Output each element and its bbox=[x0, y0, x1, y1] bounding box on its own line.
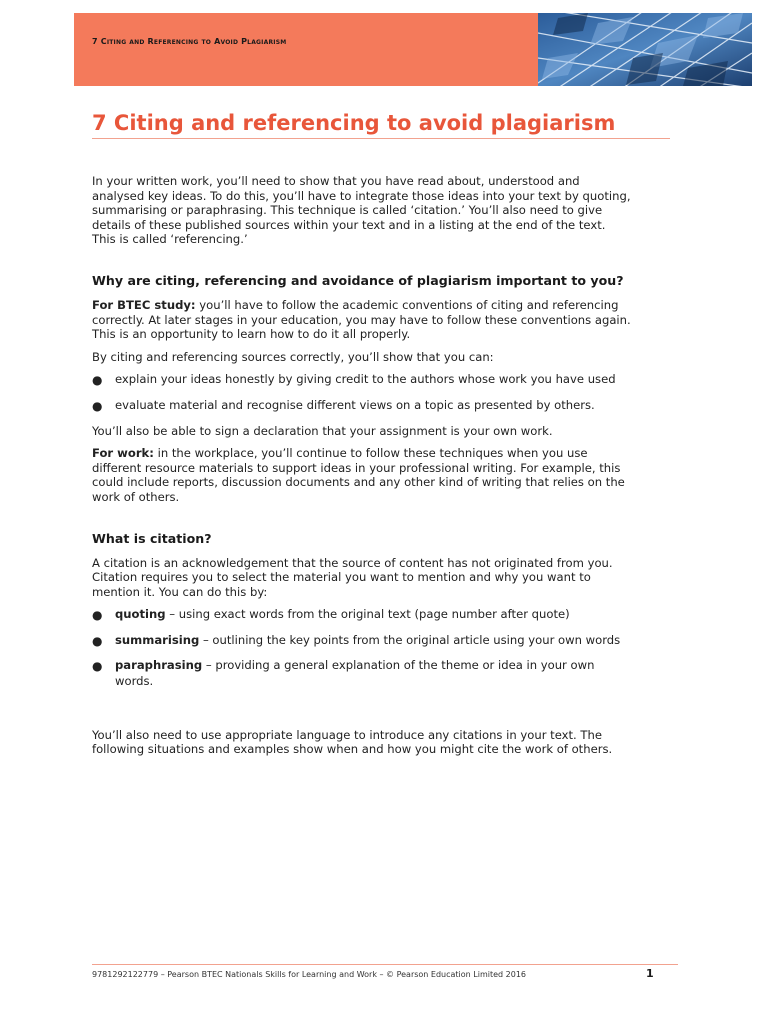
btec-study-text: you’ll have to follow the academic conventions of citing and referencing correctly. At later stages in your education, you may have to follow these conventions again. This is an opportunity to learn how to do it all properly. bbox=[92, 297, 631, 342]
list-item: ● summarising – outlining the key points from the original article using your own words bbox=[92, 632, 621, 648]
list-item: ● paraphrasing – providing a general explanation of the theme or idea in your own words. bbox=[92, 658, 595, 689]
glass-building-image bbox=[538, 13, 752, 86]
work-label: For work: bbox=[92, 446, 154, 461]
list-item: ● explain your ideas honestly by giving credit to the authors whose work you have used bbox=[92, 372, 616, 388]
work-text: in the workplace, you’ll continue to follow these techniques when you use different resource materials to support ideas in your professional writing. For example, this could include reports, discussion documents and any other kind of writing that relies on the work of others. bbox=[92, 446, 625, 504]
citation-methods-list bbox=[92, 607, 632, 689]
bullet-icon: ● bbox=[92, 398, 103, 413]
list-item: ● quoting – using exact words from the original text (page number after quote) bbox=[92, 607, 570, 623]
list-item: ● evaluate material and recognise different views on a topic as presented by others. bbox=[92, 397, 595, 413]
page-number: 1 bbox=[646, 967, 654, 980]
main-content bbox=[92, 174, 632, 765]
section-heading-importance: Why are citing, referencing and avoidance of plagiarism important to you? bbox=[92, 272, 624, 288]
bullet-icon: ● bbox=[92, 659, 103, 674]
citation-lead: A citation is an acknowledgement that the source of content has not originated from you. Citation requires you to select the material you want to mention and why you want to mention it. You can do this by: bbox=[92, 555, 613, 599]
bullet-icon: ● bbox=[92, 373, 103, 388]
benefits-list bbox=[92, 372, 632, 413]
bullet-icon: ● bbox=[92, 633, 103, 648]
btec-study-label: For BTEC study: bbox=[92, 297, 196, 312]
section-heading-citation: What is citation? bbox=[92, 530, 212, 546]
benefits-lead: By citing and referencing sources correctly, you’ll show that you can: bbox=[92, 349, 494, 364]
declaration-paragraph: You’ll also be able to sign a declaration that your assignment is your own work. bbox=[92, 423, 553, 438]
header-photo bbox=[538, 13, 752, 86]
page-title: 7 Citing and referencing to avoid plagiarism bbox=[92, 111, 616, 135]
running-title: 7 Citing and Referencing to Avoid Plagiarism bbox=[92, 37, 287, 46]
footer-divider bbox=[92, 964, 678, 965]
footer-copyright: 9781292122779 – Pearson BTEC Nationals Skills for Learning and Work – © Pearson Education Limited 2016 bbox=[92, 970, 527, 979]
intro-paragraph: In your written work, you’ll need to show that you have read about, understood and analysed key ideas. To do this, you’ll have to integrate those ideas into your text by quoting, summarising or paraphrasing. This technique is called ‘citation.’ You’ll also need to give details of these published sources within your text and in a listing at the end of the text. This is called ‘referencing.’ bbox=[92, 174, 631, 247]
btec-study-paragraph bbox=[92, 298, 632, 342]
bullet-icon: ● bbox=[92, 608, 103, 623]
header-banner bbox=[74, 13, 752, 86]
title-divider bbox=[92, 138, 670, 139]
closing-paragraph: You’ll also need to use appropriate language to introduce any citations in your text. The following situations and examples show when and how you might cite the work of others. bbox=[92, 727, 613, 757]
work-paragraph bbox=[92, 446, 632, 504]
